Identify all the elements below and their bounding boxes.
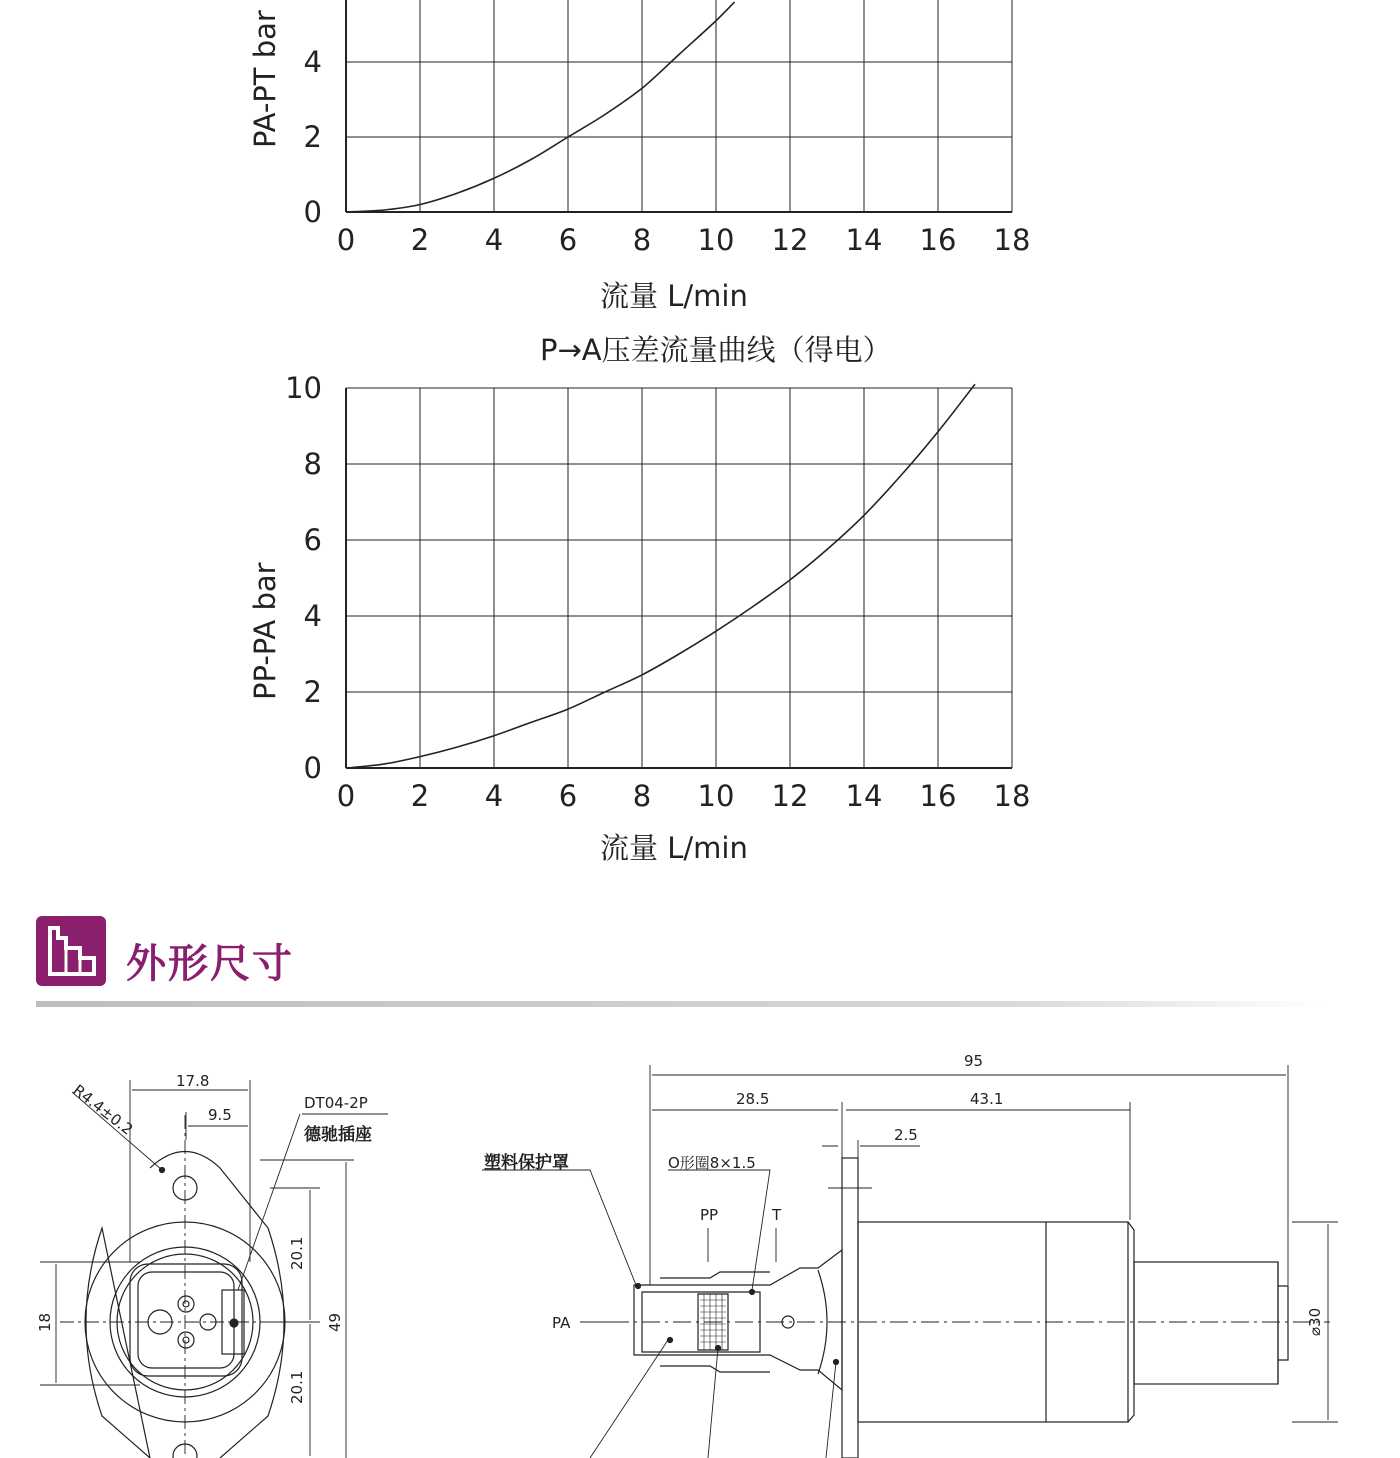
- dim-20-1-upper: 20.1: [288, 1236, 306, 1270]
- x-tick-label: 8: [632, 223, 652, 257]
- x-tick-label: 2: [410, 779, 430, 813]
- y-tick-label: 6: [303, 523, 322, 557]
- y-tick-label: 0: [303, 195, 322, 229]
- dim-28-5: 28.5: [736, 1090, 770, 1108]
- x-tick-label: 4: [484, 223, 504, 257]
- x-tick-label: 6: [558, 779, 578, 813]
- x-tick-label: 12: [771, 223, 809, 257]
- x-tick-label: 18: [993, 223, 1031, 257]
- chart1-x-ticks: [337, 223, 1031, 257]
- x-tick-label: 14: [845, 779, 883, 813]
- chart2-x-axis-label: 流量 L/min: [600, 831, 748, 865]
- dim-radius: R4.4±0.2: [69, 1080, 137, 1139]
- chart2-title: P→A压差流量曲线（得电）: [540, 333, 892, 367]
- chart2-y-axis-label: PP-PA bar: [248, 562, 282, 700]
- x-tick-label: 16: [919, 223, 957, 257]
- x-tick-label: 8: [632, 779, 652, 813]
- y-tick-label: 8: [303, 447, 322, 481]
- dim-95: 95: [964, 1052, 984, 1070]
- cover-label: 塑料保护罩: [484, 1153, 569, 1173]
- port-p-label: PP: [700, 1206, 719, 1224]
- x-tick-label: 0: [336, 779, 356, 813]
- x-tick-label: 6: [558, 223, 578, 257]
- x-tick-label: 2: [410, 223, 430, 257]
- y-tick-label: 10: [285, 371, 322, 405]
- connector-code: DT04-2P: [304, 1094, 368, 1112]
- dimension-icon: [36, 916, 106, 986]
- y-tick-label: 4: [303, 45, 322, 79]
- x-tick-label: 12: [771, 779, 809, 813]
- x-tick-label: 10: [697, 779, 735, 813]
- chart1-y-axis-label: PA-PT bar: [248, 10, 282, 148]
- y-tick-label: 4: [303, 599, 322, 633]
- dim-2-5: 2.5: [894, 1126, 918, 1144]
- x-tick-label: 0: [336, 223, 356, 257]
- y-tick-label: 2: [303, 675, 322, 709]
- chart1-x-axis-label: 流量 L/min: [600, 279, 748, 313]
- chart2-x-ticks: [337, 779, 1031, 813]
- chart2-grid: [346, 388, 1012, 768]
- x-tick-label: 18: [993, 779, 1031, 813]
- dim-43-1: 43.1: [970, 1090, 1004, 1108]
- chart1-grid: [346, 0, 1012, 212]
- x-tick-label: 10: [697, 223, 735, 257]
- dim-17-8: 17.8: [176, 1072, 210, 1090]
- port-a-label: PA: [552, 1314, 571, 1332]
- y-tick-label: 2: [303, 120, 322, 154]
- dim-49: 49: [326, 1312, 344, 1332]
- y-tick-label: 0: [303, 751, 322, 785]
- chart1-series-line: [346, 2, 735, 212]
- port-t-label: T: [772, 1206, 782, 1224]
- section-divider: [36, 1001, 1326, 1007]
- chart1-y-ticks: [304, 45, 322, 229]
- x-tick-label: 4: [484, 779, 504, 813]
- connector-name: 德驰插座: [304, 1125, 372, 1145]
- dim-18: 18: [36, 1312, 54, 1332]
- x-tick-label: 16: [919, 779, 957, 813]
- dim-diameter-30: ⌀30: [1306, 1307, 1324, 1336]
- chart2-series-line: [346, 384, 975, 768]
- dim-9-5: 9.5: [208, 1106, 232, 1124]
- section-title: 外形尺寸: [126, 941, 294, 987]
- dim-20-1-lower: 20.1: [288, 1370, 306, 1404]
- chart2-y-ticks: [285, 371, 322, 785]
- x-tick-label: 14: [845, 223, 883, 257]
- oring-label: O形圈8×1.5: [668, 1154, 756, 1172]
